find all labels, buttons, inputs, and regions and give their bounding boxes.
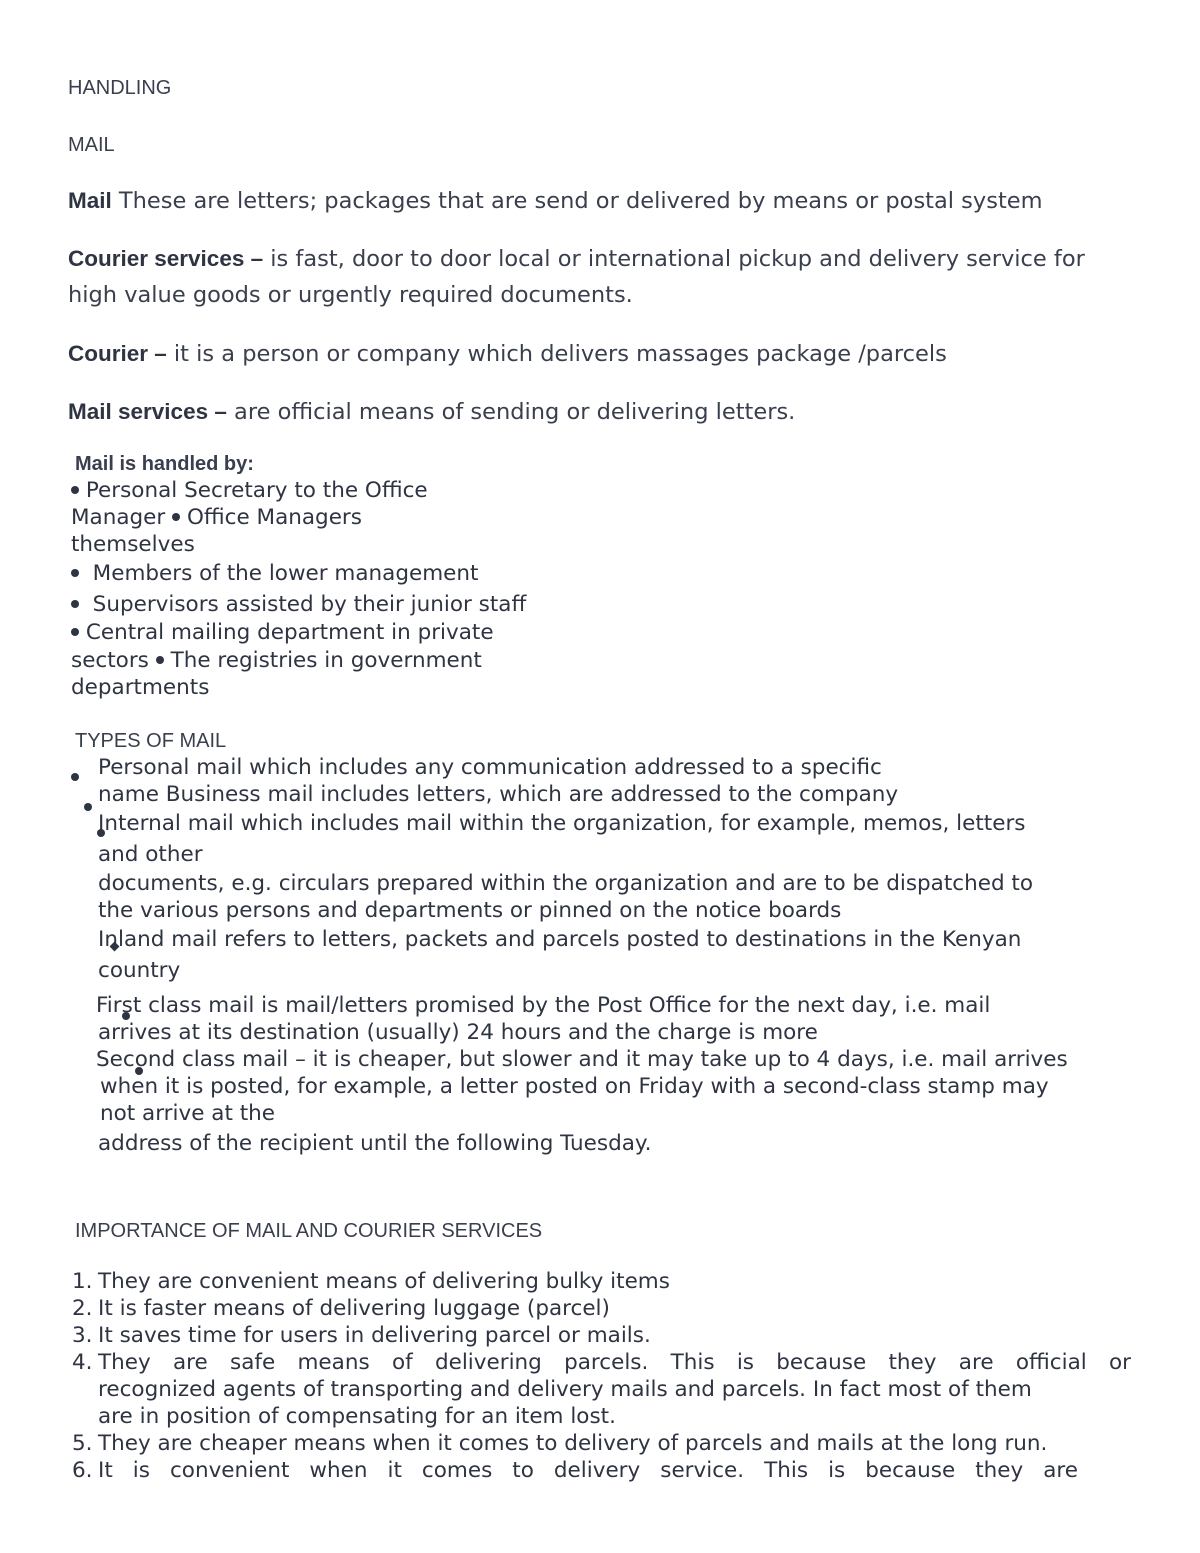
list-item-text: country	[98, 958, 181, 983]
list-item: They are safe means of delivering parcels. This is because they are official or	[98, 1350, 1131, 1375]
list-item-text: The registries in government	[170, 648, 482, 673]
definition-courier-services-cont: high value goods or urgently required documents.	[68, 282, 633, 308]
bullet-icon	[71, 600, 79, 608]
heading-handled-by: Mail is handled by:	[75, 453, 254, 475]
list-item: It is faster means of delivering luggage (parcel)	[98, 1296, 610, 1321]
list-item: themselves	[71, 532, 195, 557]
list-number: 3.	[72, 1323, 93, 1348]
bullet-icon	[84, 803, 92, 811]
heading-mail: MAIL	[68, 134, 115, 156]
bullet-icon	[71, 486, 79, 494]
list-item: It is convenient when it comes to delivery service. This is because they are	[98, 1458, 1078, 1483]
term-mail: Mail	[68, 188, 112, 213]
list-number: 4.	[72, 1350, 93, 1375]
bullet-icon	[71, 569, 79, 577]
definition-courier	[68, 341, 947, 367]
list-number: 6.	[72, 1458, 93, 1483]
list-item	[71, 561, 478, 586]
bullet-icon	[156, 656, 164, 664]
heading-handling: HANDLING	[68, 77, 172, 99]
list-item: Internal mail which includes mail within the organization, for example, memos, letters	[98, 811, 1026, 836]
list-item-text: are in position of compensating for an item lost.	[98, 1404, 616, 1429]
definition-mail	[68, 188, 1043, 214]
definition-mail-services	[68, 399, 795, 425]
list-number: 5.	[72, 1431, 93, 1456]
list-item: It saves time for users in delivering parcel or mails.	[98, 1323, 651, 1348]
list-item-text: Members of the lower management	[92, 561, 479, 586]
bullet-icon	[71, 773, 79, 781]
list-item	[71, 505, 362, 530]
list-item-text: Central mailing department in private	[85, 620, 494, 645]
heading-types-of-mail: TYPES OF MAIL	[75, 730, 227, 752]
list-number: 1.	[72, 1269, 93, 1294]
list-item-text: when it is posted, for example, a letter posted on Friday with a second-class stamp may	[100, 1074, 1049, 1099]
list-item-text: Personal Secretary to the Office	[85, 478, 428, 503]
list-item-text: not arrive at the	[100, 1101, 276, 1126]
list-item-text: arrives at its destination (usually) 24 hours and the charge is more	[98, 1020, 818, 1045]
list-item: They are cheaper means when it comes to delivery of parcels and mails at the long run.	[98, 1431, 1048, 1456]
list-item-text: recognized agents of transporting and delivery mails and parcels. In fact most of them	[98, 1377, 1032, 1402]
list-item-text: Supervisors assisted by their junior staff	[92, 592, 527, 617]
term-courier: Courier –	[68, 341, 167, 366]
list-item: Inland mail refers to letters, packets and parcels posted to destinations in the Kenyan	[98, 927, 1022, 952]
list-item: Personal mail which includes any communication addressed to a specific	[98, 755, 882, 780]
list-item	[71, 648, 482, 673]
list-item: name Business mail includes letters, which are addressed to the company	[98, 782, 899, 807]
list-item: departments	[71, 675, 210, 700]
list-item-text: Office Managers	[186, 505, 362, 530]
list-item-text: the various persons and departments or pinned on the notice boards	[98, 898, 842, 923]
list-item-text: sectors	[71, 648, 149, 673]
list-item-text: and other	[98, 842, 203, 867]
list-item: They are convenient means of delivering bulky items	[98, 1269, 670, 1294]
list-item-text: address of the recipient until the following Tuesday.	[98, 1131, 652, 1156]
term-mail-services: Mail services –	[68, 399, 227, 424]
term-courier-services: Courier services –	[68, 246, 264, 271]
list-item: Second class mail – it is cheaper, but slower and it may take up to 4 days, i.e. mail arrives	[96, 1047, 1068, 1072]
list-item-text: documents, e.g. circulars prepared within the organization and are to be dispatched to	[98, 871, 1034, 896]
bullet-icon	[172, 513, 180, 521]
definition-courier-text: it is a person or company which delivers massages package /parcels	[166, 341, 947, 367]
list-item: First class mail is mail/letters promised by the Post Office for the next day, i.e. mail	[96, 993, 991, 1018]
list-item	[71, 592, 526, 617]
definition-courier-services	[68, 246, 1085, 272]
definition-mail-text: These are letters; packages that are send or delivered by means or postal system	[111, 188, 1043, 214]
definition-mail-services-text: are official means of sending or delivering letters.	[226, 399, 796, 425]
heading-importance: IMPORTANCE OF MAIL AND COURIER SERVICES	[75, 1220, 543, 1242]
list-item	[71, 478, 428, 503]
list-number: 2.	[72, 1296, 93, 1321]
definition-courier-services-text: is fast, door to door local or international pickup and delivery service for	[263, 246, 1085, 272]
list-item	[71, 620, 494, 645]
bullet-icon	[71, 628, 79, 636]
list-item-text: Manager	[71, 505, 166, 530]
